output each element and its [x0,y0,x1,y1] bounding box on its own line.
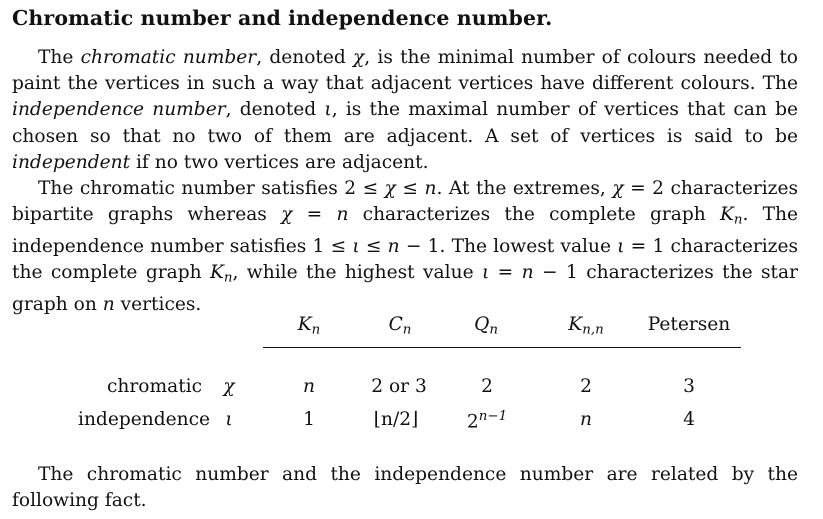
text: − 1. The lowest value [399,236,618,258]
symbol-iota: ι [617,236,625,258]
row-symbol-chi: χ [223,376,235,397]
header-sub: n [402,322,412,338]
text: = [489,262,522,284]
header-rule [263,347,741,348]
power-base: 2 [466,411,479,433]
cell-chromatic-petersen: 3 [683,376,695,397]
text: The chromatic number satisfies 2 ≤ [38,178,385,199]
term-independence-number: independence number [12,99,226,121]
symbol-n: n [102,294,115,316]
header-main: Q [474,314,490,335]
header-main: K [297,314,312,335]
symbol-K: K [719,204,734,226]
cell-chromatic-complete: n [303,376,315,397]
symbol-chi: χ [612,178,624,199]
paragraph-relation: The chromatic number and the independence number are related by the following fact. [12,464,798,512]
symbol-n: n [424,178,437,199]
subscript-n: n [223,271,233,287]
term-chromatic-number: chromatic number [80,47,257,68]
text: = 1 characterizes the complete graph [12,236,799,284]
text: if no two vertices are adjacent. [130,151,429,173]
text: − 1 characterizes the star graph on [12,262,798,316]
text: = [292,204,337,226]
text: = 2 characterizes bipartite graphs whereas [12,178,798,226]
cell-independence-cycle: ⌊n/2⌋ [373,409,419,430]
subscript-n: n [733,212,743,228]
text: vertices. [114,294,202,316]
text: . The independence number satisfies 1 ≤ [12,204,799,258]
text: , is the maximal number of vertices that can be chosen so that no two of them are adjacent. A set of vertices is said to be [12,99,798,147]
text: ≤ [359,236,388,258]
row-symbol-iota: ι [225,409,233,430]
cell-chromatic-hypercube: 2 [481,376,493,397]
symbol-iota: ι [324,99,332,121]
term-independent: independent [12,151,131,173]
cell-chromatic-cycle: 2 or 3 [371,376,427,397]
symbol-n: n [387,236,400,258]
header-sub: n [489,322,498,338]
symbol-n: n [521,262,534,284]
text: The [38,47,81,68]
symbol-chi: χ [384,178,396,199]
header-main: C [388,314,403,335]
cell-chromatic-bipartite: 2 [580,376,592,397]
column-header-complete-bipartite-graph [568,314,603,338]
row-label-independence: independence [78,409,211,430]
column-header-hypercube-graph [474,314,498,338]
header-main: K [568,314,583,335]
symbol-chi: χ [352,47,365,68]
cell-independence-complete: 1 [303,409,315,430]
symbol-K: K [209,262,224,284]
column-header-petersen-graph: Petersen [647,314,731,335]
column-header-complete-graph [298,314,321,338]
header-sub: n,n [582,322,604,338]
text: , while the highest value [232,262,482,284]
text: . At the extremes, [436,178,613,199]
row-label-chromatic: chromatic [107,376,203,397]
symbol-chi: χ [281,204,293,226]
cell-independence-hypercube [467,409,507,432]
text: , is the minimal number of colours needed to paint the vertices in such a way that adjacent vertices have different colours. The [12,47,798,95]
symbol-iota: ι [481,262,490,284]
text: , denoted [225,99,325,121]
section-title: Chromatic number and independence number. [12,6,553,30]
text: ≤ [395,178,425,199]
symbol-n: n [336,204,349,226]
header-sub: n [311,322,321,338]
cell-independence-bipartite: n [580,409,592,430]
text: , denoted [256,47,353,68]
power-exponent: n−1 [478,409,508,424]
cell-independence-petersen: 4 [683,409,695,430]
text: characterizes the complete graph [348,204,720,226]
symbol-iota: ι [352,236,360,258]
column-header-cycle-graph [389,314,412,338]
